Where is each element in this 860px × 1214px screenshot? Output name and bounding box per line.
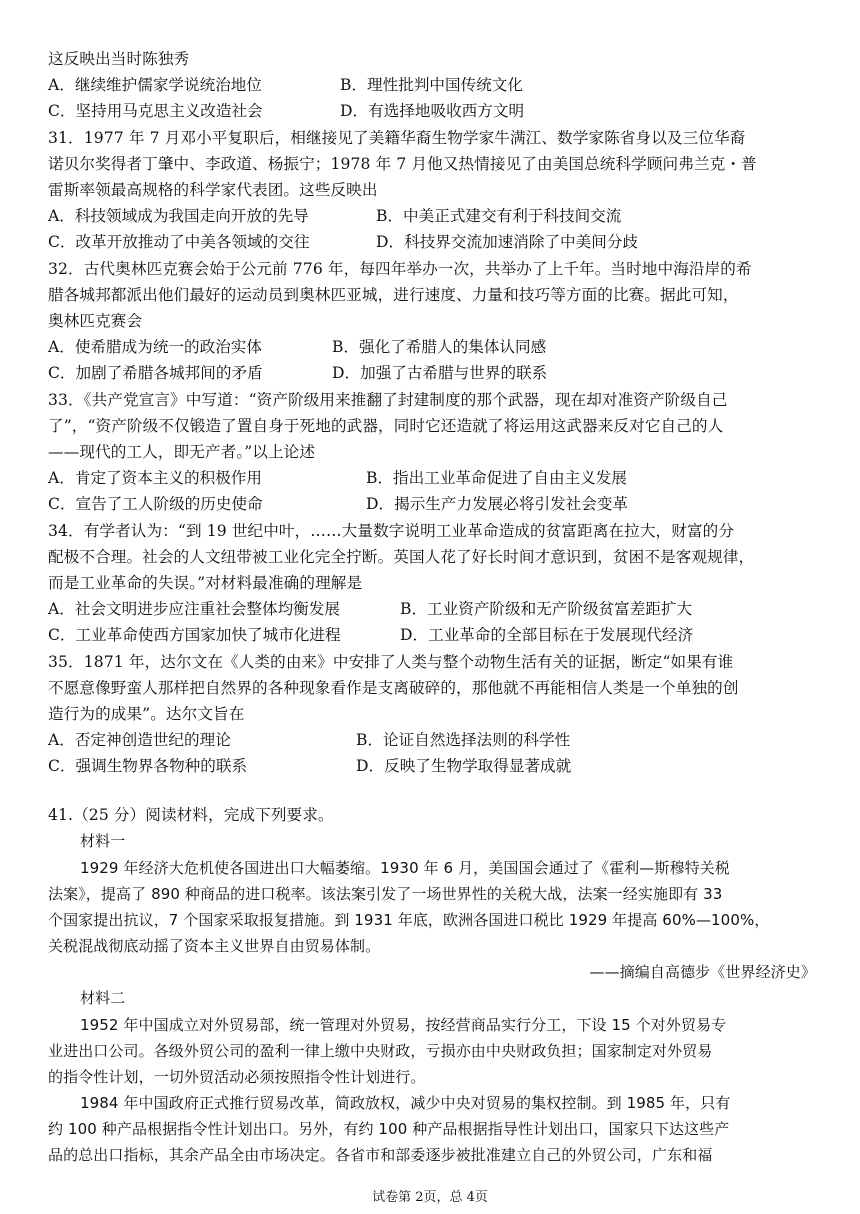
question-30-stem: 这反映出当时陈独秀 bbox=[48, 50, 190, 68]
material-2-line-6: 品的总出口指标，其余产品全由市场决定。各省市和部委逐步被批准建立自己的外贸公司，广东和福 bbox=[48, 1146, 713, 1164]
q31-line-1: 31．1977 年 7 月邓小平复职后，相继接见了美籍华裔生物学家牛满江、数学家陈省身以及三位华裔 bbox=[48, 129, 746, 147]
q33-option-d: D．揭示生产力发展必将引发社会变革 bbox=[366, 495, 629, 513]
q34-option-b: B．工业资产阶级和无产阶级贫富差距扩大 bbox=[400, 600, 693, 618]
q34-line-1: 34．有学者认为：“到 19 世纪中叶，……大量数字说明工业革命造成的贫富距离在拉大，财富的分 bbox=[48, 522, 735, 540]
material-1-line-1: 1929 年经济大危机使各国进出口大幅萎缩。1930 年 6 月，美国国会通过了《霍利—斯穆特关税 bbox=[80, 859, 730, 877]
q32-line-2: 腊各城邦都派出他们最好的运动员到奥林匹亚城，进行速度、力量和技巧等方面的比赛。据此可知， bbox=[48, 286, 739, 304]
q30-option-b: B．理性批判中国传统文化 bbox=[340, 76, 523, 94]
q41-heading: 41.（25 分）阅读材料，完成下列要求。 bbox=[48, 806, 334, 824]
q33-line-1: 33．《共产党宣言》中写道：“资产阶级用来推翻了封建制度的那个武器，现在却对准资产阶级自己 bbox=[48, 391, 728, 409]
q34-option-a: A．社会文明进步应注重社会整体均衡发展 bbox=[48, 600, 340, 618]
q31-option-d: D．科技界交流加速消除了中美间分歧 bbox=[376, 233, 639, 251]
q31-option-a: A．科技领域成为我国走向开放的先导 bbox=[48, 207, 309, 225]
q30-option-d: D．有选择地吸收西方文明 bbox=[340, 102, 525, 120]
q32-option-a: A．使希腊成为统一的政治实体 bbox=[48, 338, 262, 356]
material-1-line-2: 法案》，提高了 890 种商品的进口税率。该法案引发了一场世界性的关税大战，法案一经实施即有 33 bbox=[48, 885, 723, 903]
q33-option-c: C．宣告了工人阶级的历史使命 bbox=[48, 495, 263, 513]
q34-option-d: D．工业革命的全部目标在于发展现代经济 bbox=[400, 626, 694, 644]
q35-option-c: C．强调生物界各物种的联系 bbox=[48, 757, 248, 775]
q31-option-c: C．改革开放推动了中美各领域的交往 bbox=[48, 233, 310, 251]
q33-option-a: A．肯定了资本主义的积极作用 bbox=[48, 469, 262, 487]
q34-line-3: 而是工业革命的失误。”对材料最准确的理解是 bbox=[48, 574, 363, 592]
q34-line-2: 配极不合理。社会的人文纽带被工业化完全拧断。英国人花了好长时间才意识到，贫困不是客观规律， bbox=[48, 548, 755, 566]
q30-option-c: C．坚持用马克思主义改造社会 bbox=[48, 102, 263, 120]
material-2-line-5: 约 100 种产品根据指令性计划出口。另外，有约 100 种产品根据指导性计划出口，国家只下达这些产 bbox=[48, 1120, 730, 1138]
material-2-line-2: 业进出口公司。各级外贸公司的盈利一律上缴中央财政，亏损亦由中央财政负担；国家制定对外贸易 bbox=[48, 1042, 713, 1060]
q35-line-3: 造行为的成果”。达尔文旨在 bbox=[48, 705, 245, 723]
material-2-title: 材料二 bbox=[80, 989, 126, 1007]
material-1-line-4: 关税混战彻底动摇了资本主义世界自由贸易体制。 bbox=[48, 937, 381, 955]
page-footer: 试卷第 2页，总 4页 bbox=[372, 1190, 488, 1205]
q34-option-c: C．工业革命使西方国家加快了城市化进程 bbox=[48, 626, 341, 644]
material-2-line-4: 1984 年中国政府正式推行贸易改革，简政放权，减少中央对贸易的集权控制。到 1985 年，只有 bbox=[80, 1094, 731, 1112]
q32-line-3: 奥林匹克赛会 bbox=[48, 312, 143, 330]
material-2-line-3: 的指令性计划，一切外贸活动必须按照指令性计划进行。 bbox=[48, 1068, 426, 1086]
material-2-line-1: 1952 年中国成立对外贸易部，统一管理对外贸易，按经营商品实行分工，下设 15 个对外贸易专 bbox=[80, 1016, 727, 1034]
q32-option-b: B．强化了希腊人的集体认同感 bbox=[332, 338, 547, 356]
q31-option-b: B．中美正式建交有利于科技间交流 bbox=[376, 207, 622, 225]
q32-option-c: C．加剧了希腊各城邦间的矛盾 bbox=[48, 364, 263, 382]
q33-line-2: 了”，“资产阶级不仅锻造了置自身于死地的武器，同时它还造就了将运用这武器来反对它自己的人 bbox=[48, 417, 724, 435]
q33-line-3: ——现代的工人，即无产者。”以上论述 bbox=[48, 443, 316, 461]
q35-option-a: A．否定神创造世纪的理论 bbox=[48, 731, 231, 749]
q30-option-a: A．继续维护儒家学说统治地位 bbox=[48, 76, 262, 94]
q31-line-3: 雷斯率领最高规格的科学家代表团。这些反映出 bbox=[48, 181, 378, 199]
q33-option-b: B．指出工业革命促进了自由主义发展 bbox=[366, 469, 627, 487]
q31-line-2: 诺贝尔奖得者丁肇中、李政道、杨振宁；1978 年 7 月他又热情接见了由美国总统科学顾问弗兰克・普 bbox=[48, 155, 757, 173]
q32-line-1: 32．古代奥林匹克赛会始于公元前 776 年，每四年举办一次，共举办了上千年。当时地中海沿岸的希 bbox=[48, 260, 752, 278]
q35-option-d: D．反映了生物学取得显著成就 bbox=[356, 757, 572, 775]
material-1-source: ——摘编自高德步《世界经济史》 bbox=[589, 963, 816, 981]
q35-line-2: 不愿意像野蛮人那样把自然界的各种现象看作是支离破碎的，那他就不再能相信人类是一个单独的创 bbox=[48, 679, 739, 697]
q35-line-1: 35．1871 年，达尔文在《人类的由来》中安排了人类与整个动物生活有关的证据，断定“如果有谁 bbox=[48, 653, 734, 671]
material-1-title: 材料一 bbox=[80, 832, 126, 850]
q35-option-b: B．论证自然选择法则的科学性 bbox=[356, 731, 571, 749]
q32-option-d: D．加强了古希腊与世界的联系 bbox=[332, 364, 548, 382]
material-1-line-3: 个国家提出抗议，7 个国家采取报复措施。到 1931 年底，欧洲各国进口税比 1929 年提高 60%—100%， bbox=[48, 911, 770, 929]
